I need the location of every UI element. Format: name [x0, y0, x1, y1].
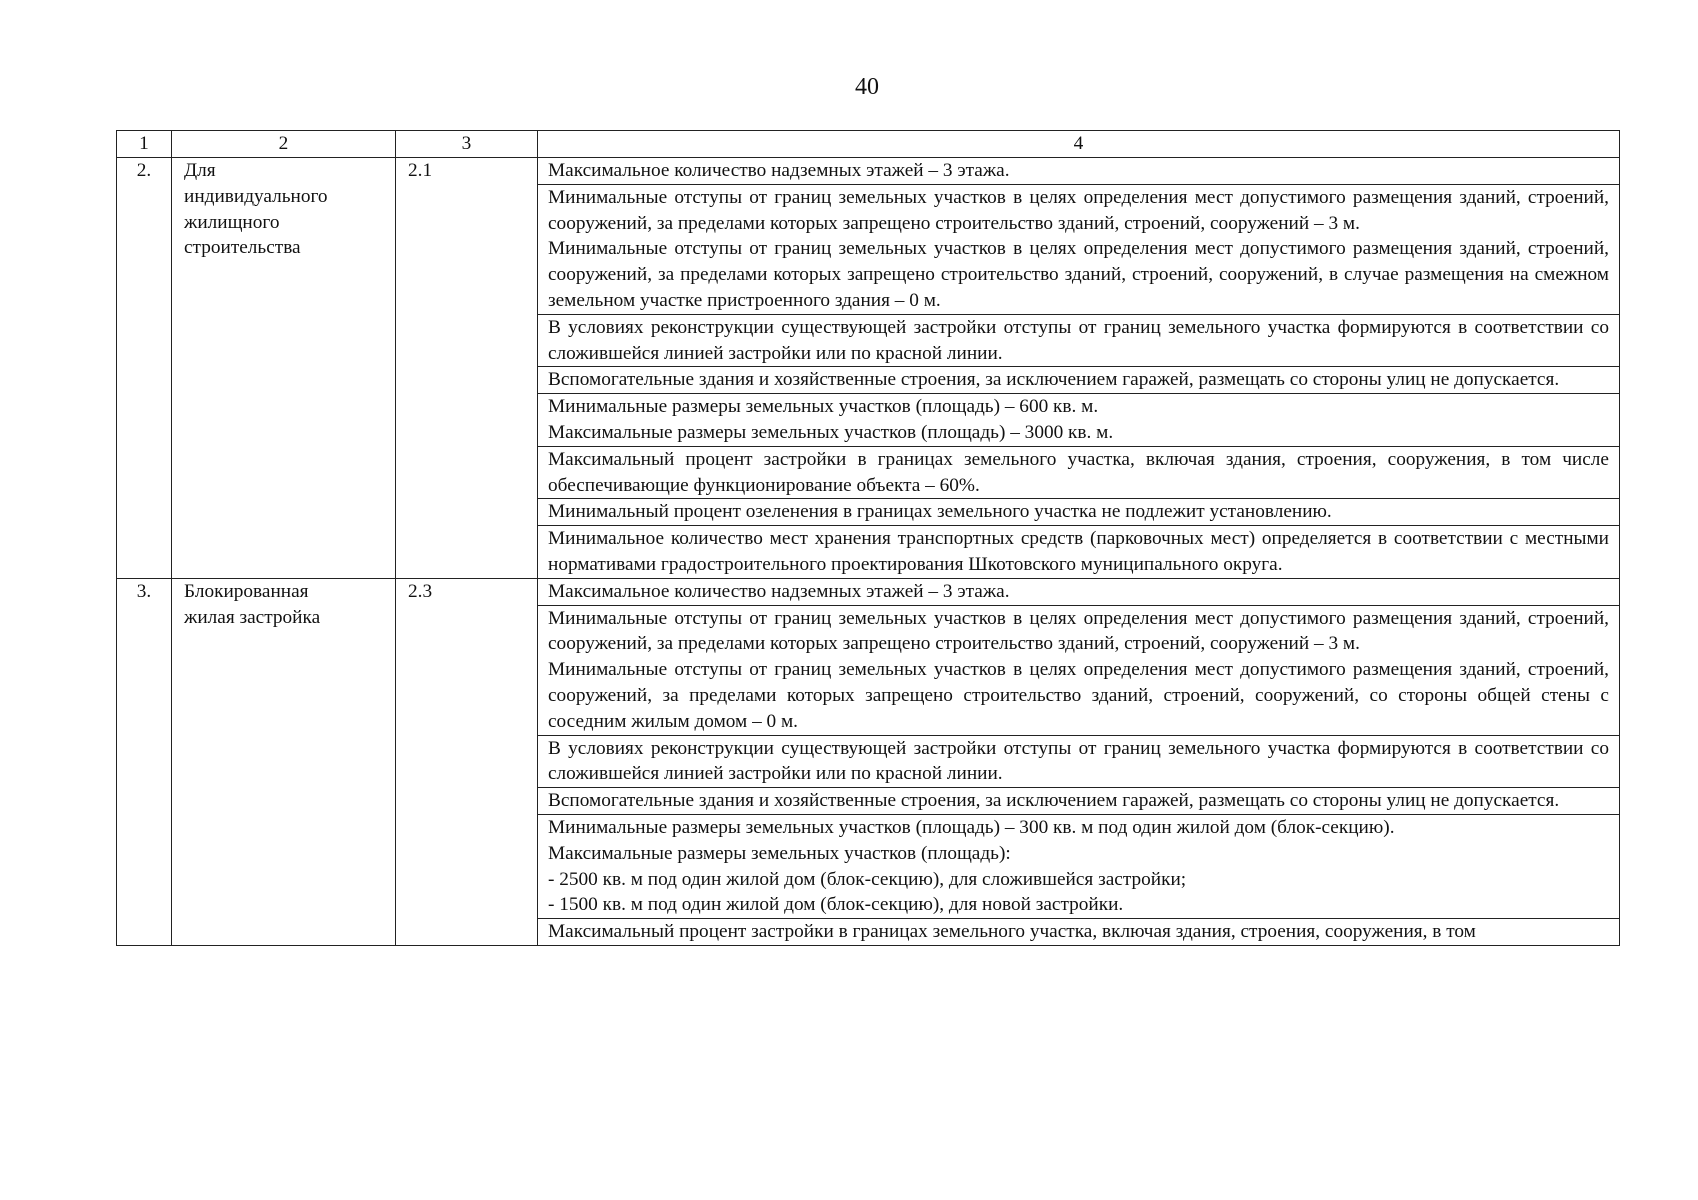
parameter-text — [538, 578, 1620, 605]
land-use-name — [172, 578, 396, 945]
parameter-paragraph: Вспомогательные здания и хозяйственные строения, за исключением гаражей, размещать со стороны улиц не допускается. — [548, 369, 1560, 391]
parameter-paragraph: Минимальные отступы от границ земельных участков в целях определения мест допустимого размещения зданий, строений, сооружений, за пределами которых запрещено строительство зданий, строений, сооружений – 3 м. — [548, 186, 1609, 234]
row-number: 2. — [117, 158, 172, 579]
parameter-paragraph: Максимальное количество надземных этажей – 3 этажа. — [548, 580, 1010, 602]
row-number: 3. — [117, 578, 172, 945]
parameter-paragraph: Максимальные размеры земельных участков (площадь) – 3000 кв. м. — [548, 421, 1114, 443]
parameter-text — [538, 605, 1620, 735]
parameter-paragraph: - 2500 кв. м под один жилой дом (блок-секцию), для сложившейся застройки; — [548, 868, 1187, 890]
land-use-name-line: строительства — [184, 237, 301, 259]
regulations-table — [116, 130, 1620, 946]
land-use-name-line: Для — [184, 160, 216, 181]
parameter-text — [538, 788, 1620, 815]
parameter-paragraph: В условиях реконструкции существующей застройки отступы от границ земельного участка формируются в соответствии со сложившейся линией застройки или по красной линии. — [548, 737, 1609, 785]
parameter-paragraph: Максимальное количество надземных этажей – 3 этажа. — [548, 160, 1010, 181]
land-use-code: 2.1 — [396, 158, 538, 579]
parameter-paragraph: Максимальный процент застройки в границах земельного участка, включая здания, строения, сооружения, в том числе обеспечивающие функционирование объекта – 60%. — [548, 448, 1609, 496]
land-use-name-line: жилая застройка — [184, 606, 321, 628]
parameter-paragraph: Вспомогательные здания и хозяйственные строения, за исключением гаражей, размещать со стороны улиц не допускается. — [548, 790, 1560, 812]
parameter-text — [538, 446, 1620, 499]
parameter-paragraph: Максимальные размеры земельных участков (площадь): — [548, 842, 1011, 864]
parameter-paragraph: Минимальные отступы от границ земельных участков в целях определения мест допустимого размещения зданий, строений, сооружений, за пределами которых запрещено строительство зданий, строений, сооружений – 3 м. — [548, 607, 1609, 655]
parameter-paragraph: Минимальный процент озеленения в границах земельного участка не подлежит установлению. — [548, 501, 1332, 523]
parameter-paragraph: В условиях реконструкции существующей застройки отступы от границ земельного участка формируются в соответствии со сложившейся линией застройки или по красной линии. — [548, 316, 1609, 364]
column-number-row — [117, 131, 1620, 158]
parameter-paragraph: Минимальные размеры земельных участков (площадь) – 600 кв. м. — [548, 396, 1099, 418]
parameter-paragraph: Минимальные размеры земельных участков (площадь) – 300 кв. м под один жилой дом (блок-секцию). — [548, 816, 1395, 838]
column-number: 1 — [117, 131, 172, 158]
parameter-text — [538, 526, 1620, 579]
land-use-name — [172, 158, 396, 579]
page-number: 40 — [855, 74, 879, 100]
land-use-code: 2.3 — [396, 578, 538, 945]
parameter-text — [538, 184, 1620, 314]
parameter-text — [538, 919, 1620, 946]
parameter-paragraph: Максимальный процент застройки в границах земельного участка, включая здания, строения, сооружения, в том — [548, 921, 1476, 943]
parameter-row — [117, 158, 1620, 185]
land-use-name-line: Блокированная — [184, 580, 309, 602]
column-number: 3 — [396, 131, 538, 158]
column-number: 2 — [172, 131, 396, 158]
parameter-paragraph: Минимальное количество мест хранения транспортных средств (парковочных мест) определяется в соответствии с местными нормативами градостроительного проектирования Шкотовского муниципального округа. — [548, 528, 1609, 575]
parameter-row — [117, 578, 1620, 605]
land-use-name-line: индивидуального — [184, 185, 328, 207]
parameter-text — [538, 314, 1620, 367]
parameter-text — [538, 394, 1620, 447]
land-use-name-line: жилищного — [184, 211, 280, 233]
parameter-paragraph: - 1500 кв. м под один жилой дом (блок-секцию), для новой застройки. — [548, 894, 1124, 916]
parameter-paragraph: Минимальные отступы от границ земельных участков в целях определения мест допустимого размещения зданий, строений, сооружений, за пределами которых запрещено строительство зданий, строений, сооружений, в случае размещения на смежном земельном участке пристроенного здания – 0 м. — [548, 238, 1609, 311]
parameter-text — [538, 735, 1620, 788]
parameter-text — [538, 814, 1620, 918]
parameter-paragraph: Минимальные отступы от границ земельных участков в целях определения мест допустимого размещения зданий, строений, сооружений, за пределами которых запрещено строительство зданий, строений, сооружений, со стороны общей стены с соседним жилым домом – 0 м. — [548, 659, 1609, 732]
parameter-text — [538, 367, 1620, 394]
parameter-text — [538, 158, 1620, 185]
column-number: 4 — [538, 131, 1620, 158]
parameter-text — [538, 499, 1620, 526]
